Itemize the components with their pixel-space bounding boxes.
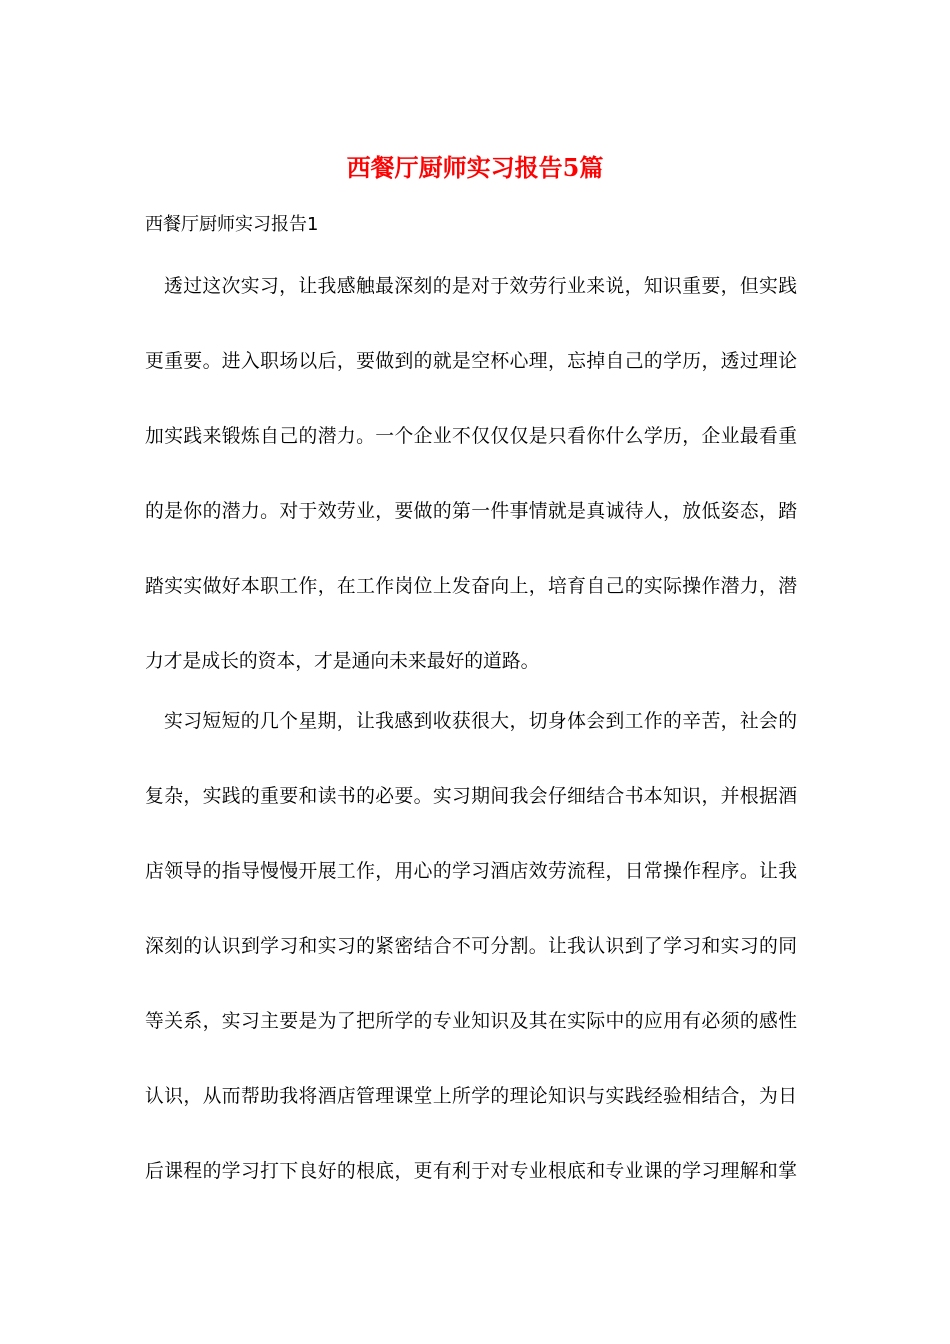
text-line: 更重要。进入职场以后，要做到的就是空杯心理，忘掉自己的学历，透过理论 — [145, 351, 797, 372]
text-line: 的是你的潜力。对于效劳业，要做的第一件事情就是真诚待人，放低姿态，踏 — [145, 501, 797, 522]
text-line: 店领导的指导慢慢开展工作，用心的学习酒店效劳流程，日常操作程序。让我 — [145, 861, 797, 882]
text-line: 认识，从而帮助我将酒店管理课堂上所学的理论知识与实践经验相结合，为日 — [145, 1086, 797, 1107]
text-line: 实习短短的几个星期，让我感到收获很大，切身体会到工作的辛苦，社会的 — [164, 711, 797, 732]
text-line: 踏实实做好本职工作，在工作岗位上发奋向上，培育自己的实际操作潜力，潜 — [145, 576, 797, 597]
text-line: 加实践来锻炼自己的潜力。一个企业不仅仅仅是只看你什么学历，企业最看重 — [145, 426, 797, 447]
document-title: 西餐厅厨师实习报告5篇 — [346, 153, 604, 182]
text-line: 后课程的学习打下良好的根底，更有利于对专业根底和专业课的学习理解和掌 — [145, 1161, 797, 1182]
text-line: 复杂，实践的重要和读书的必要。实习期间我会仔细结合书本知识，并根据酒 — [145, 786, 797, 807]
text-line: 等关系，实习主要是为了把所学的专业知识及其在实际中的应用有必须的感性 — [145, 1011, 797, 1032]
text-line: 深刻的认识到学习和实习的紧密结合不可分割。让我认识到了学习和实习的同 — [145, 936, 797, 957]
section-heading: 西餐厅厨师实习报告1 — [145, 214, 319, 235]
text-line: 透过这次实习，让我感触最深刻的是对于效劳行业来说，知识重要，但实践 — [164, 276, 797, 297]
text-line: 力才是成长的资本，才是通向未来最好的道路。 — [145, 651, 540, 672]
